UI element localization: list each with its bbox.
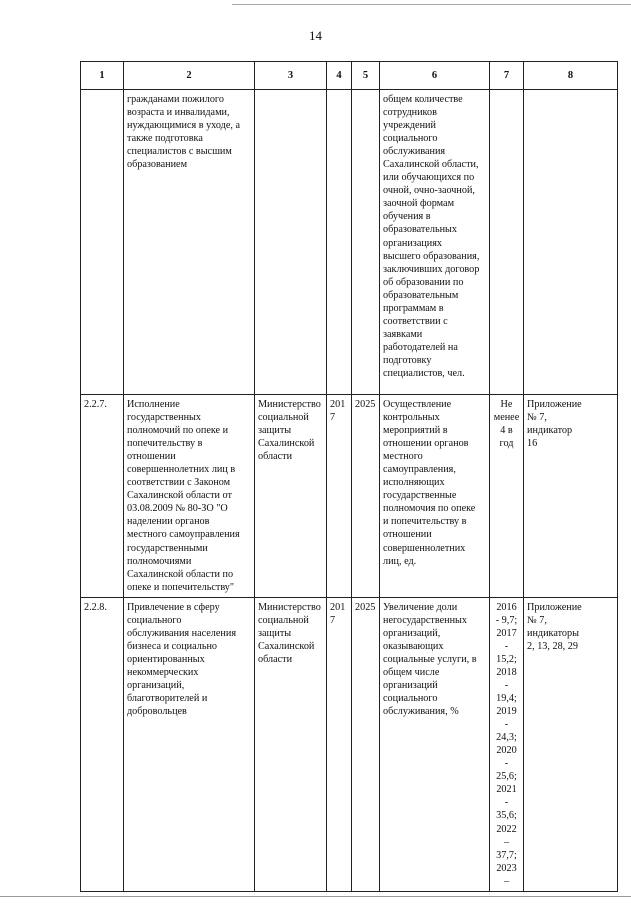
link-cell: Приложение № 7, индикатор 16 [524,395,618,598]
link-cell: Приложение № 7, индикаторы 2, 13, 28, 29 [524,597,618,891]
indicator-cell: Увеличение доли негосударственных организаций, оказывающих социальные услуги, в общем числе организаций социального обслуживания, % [380,597,490,891]
col-header-4: 4 [327,62,352,90]
indicator-cell: Осуществление контрольных мероприятий в отношении органов местного самоуправления, исполняющих государственные полномочия по опеке и попечительству в отношении совершеннолетних лиц, ед. [380,395,490,598]
row-number [81,90,124,395]
table-row [81,90,618,395]
executor-cell: Министерство социальной защиты Сахалинской области [255,597,327,891]
executor-cell: Министерство социальной защиты Сахалинской области [255,395,327,598]
start-year-cell: 2017 [327,597,352,891]
page-number: 14 [309,28,322,43]
executor-cell [255,90,327,395]
row-number: 2.2.8. [81,597,124,891]
start-year-cell [327,90,352,395]
link-cell [524,90,618,395]
table-row [81,597,618,891]
end-year-cell: 2025 [352,597,380,891]
event-cell: гражданами пожилого возраста и инвалидами, нуждающимися в уходе, а также подготовка специалистов с высшим образованием [124,90,255,395]
col-header-6: 6 [380,62,490,90]
program-table [80,61,618,892]
indicator-cell: общем количестве сотрудников учреждений социального обслуживания Сахалинской области, или обучающихся по очной, очно-заочной, заочной формам обучения в образовательных организациях высшего образования, заключивших договор об образовании по образовательным программам в соответствии с заявками работодателей на подготовку специалистов, чел. [380,90,490,395]
row-number: 2.2.7. [81,395,124,598]
col-header-7: 7 [490,62,524,90]
end-year-cell [352,90,380,395]
table-row [81,395,618,598]
col-header-1: 1 [81,62,124,90]
event-cell: Привлечение в сферу социального обслуживания населения бизнеса и социально ориентированных некоммерческих организаций, благотворителей и добровольцев [124,597,255,891]
value-cell [490,90,524,395]
value-cell: 2016 - 9,7; 2017 - 15,2; 2018 - 19,4; 2019 - 24,3; 2020 - 25,6; 2021 - 35,6; 2022 – 37,7; 2023 – [490,597,524,891]
event-cell: Исполнение государственных полномочий по опеке и попечительству в отношении совершеннолетних лиц в соответствии с Законом Сахалинской области от 03.08.2009 № 80-ЗО "О наделении органов местного самоуправления государственными полномочиями Сахалинской области по опеке и попечительству" [124,395,255,598]
header-row [81,62,618,90]
bottom-edge-line [0,896,631,897]
col-header-3: 3 [255,62,327,90]
end-year-cell: 2025 [352,395,380,598]
col-header-5: 5 [352,62,380,90]
value-cell: Не менее 4 в год [490,395,524,598]
col-header-8: 8 [524,62,618,90]
top-edge-line [232,4,631,5]
start-year-cell: 2017 [327,395,352,598]
col-header-2: 2 [124,62,255,90]
